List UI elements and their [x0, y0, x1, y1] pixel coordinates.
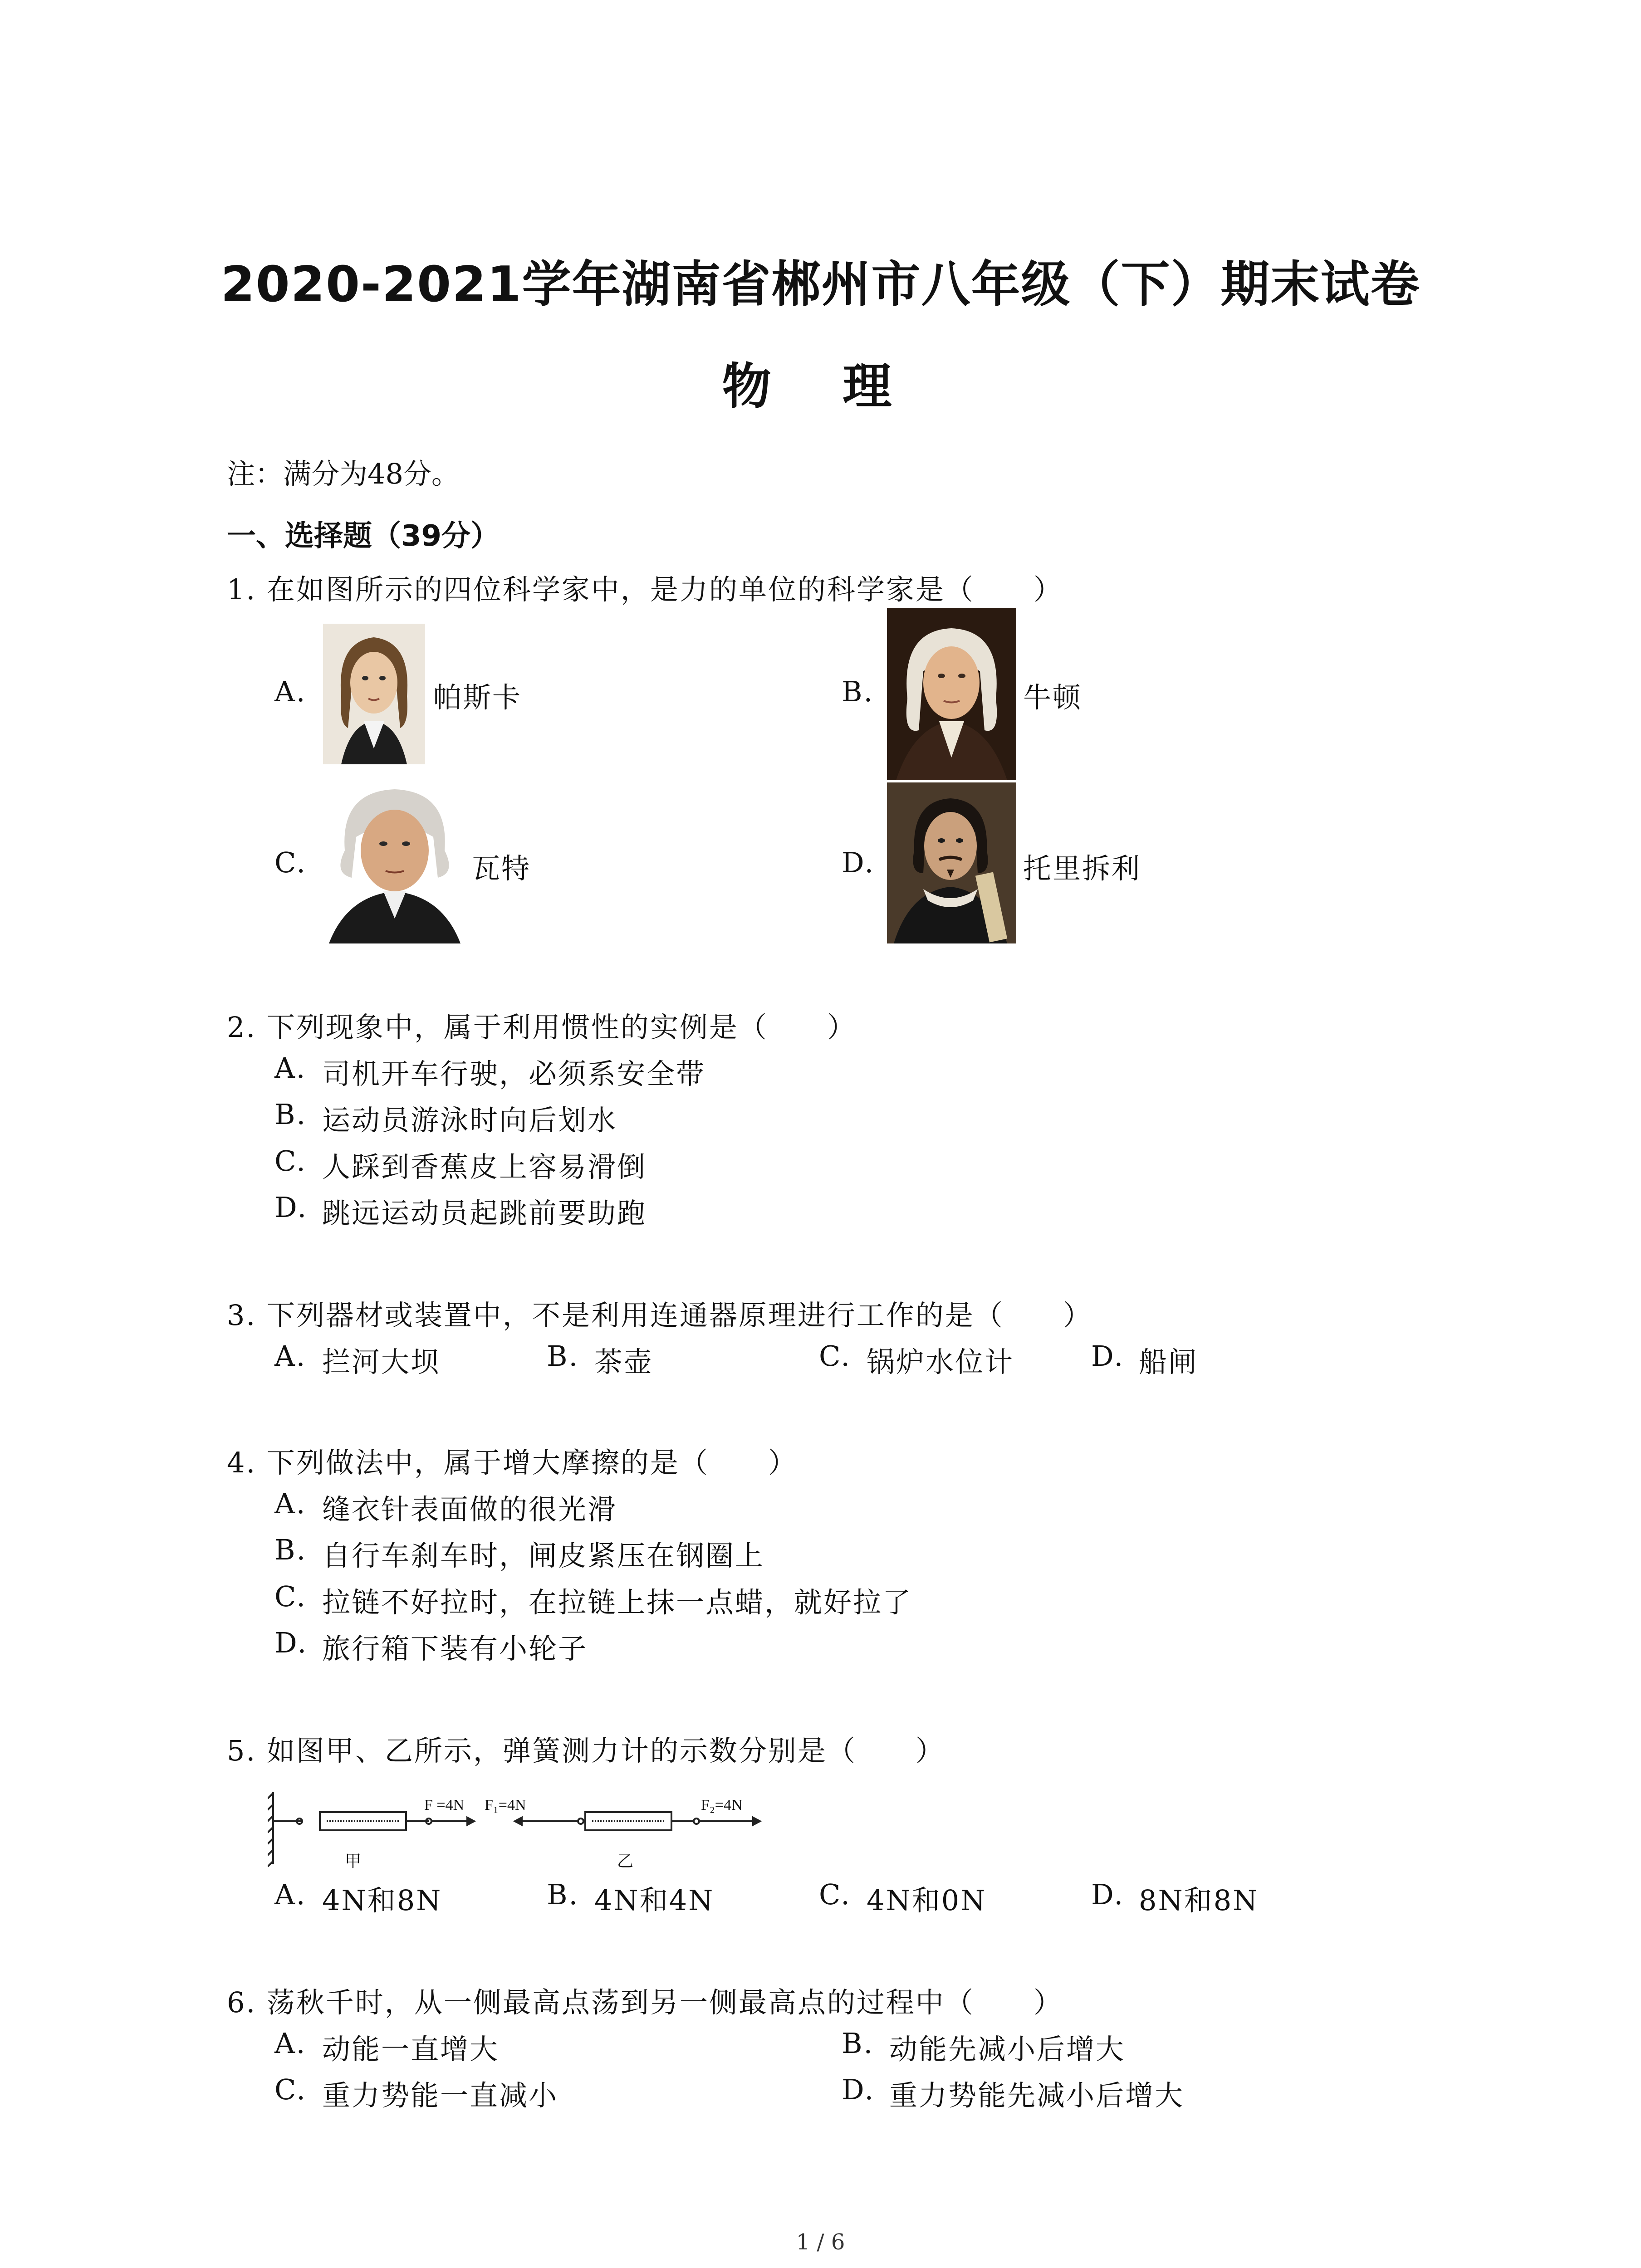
q6-option-c-letter: C. [274, 2073, 307, 2106]
q5-option-a-text: 4N和8N [322, 1884, 442, 1917]
score-note: 注：满分为48分。 [227, 457, 460, 490]
q3-option-a-text: 拦河大坝 [322, 1345, 441, 1378]
q4-option-d-text: 旅行箱下装有小轮子 [322, 1632, 588, 1665]
q6-option-d-letter: D. [842, 2073, 875, 2106]
q3-option-b-letter: B. [547, 1339, 579, 1373]
q4-option-a-letter: A. [274, 1487, 307, 1520]
yi-f2-label: F₂=4N [701, 1797, 743, 1813]
q5-option-a-letter: A. [274, 1878, 307, 1911]
question-2-stem: 2. 下列现象中，属于利用惯性的实例是（ ） [227, 1011, 857, 1044]
q4-option-d-letter: D. [274, 1626, 308, 1659]
q3-option-c-text: 锅炉水位计 [867, 1345, 1014, 1378]
page-number: 1 / 6 [796, 2229, 845, 2255]
figure-yi [515, 1812, 760, 1830]
spring-scale-figure [268, 1785, 776, 1876]
q2-option-a-text: 司机开车行驶，必须系安全带 [322, 1057, 706, 1090]
q1-option-d-letter: D. [842, 846, 875, 879]
q2-option-c-letter: C. [274, 1144, 307, 1178]
q3-option-a-letter: A. [274, 1339, 307, 1373]
newton-portrait-icon [887, 608, 1016, 780]
q6-option-c-text: 重力势能一直减小 [322, 2079, 558, 2112]
q1-option-a-text: 帕斯卡 [433, 681, 522, 714]
q4-option-a-text: 缝衣针表面做的很光滑 [322, 1493, 617, 1526]
q2-option-d-text: 跳远运动员起跳前要助跑 [322, 1197, 647, 1230]
q4-option-b-letter: B. [274, 1533, 307, 1566]
q6-option-b-text: 动能先减小后增大 [889, 2033, 1126, 2066]
q1-option-b-text: 牛顿 [1023, 681, 1083, 714]
q6-option-d-text: 重力势能先减小后增大 [889, 2079, 1185, 2112]
q2-option-d-letter: D. [274, 1191, 308, 1224]
q2-option-b-text: 运动员游泳时向后划水 [322, 1104, 617, 1137]
torricelli-portrait-icon [887, 782, 1016, 943]
q5-option-d-letter: D. [1091, 1878, 1125, 1911]
jia-force-label: F =4N [424, 1797, 465, 1813]
q2-option-b-letter: B. [274, 1098, 307, 1131]
q3-option-b-text: 茶壶 [594, 1345, 654, 1378]
q5-option-c-text: 4N和0N [867, 1884, 987, 1917]
yi-f1-label: F₁=4N [485, 1797, 526, 1813]
question-6-stem: 6. 荡秋千时，从一侧最高点荡到另一侧最高点的过程中（ ） [227, 1986, 1063, 2019]
q6-option-b-letter: B. [842, 2027, 874, 2060]
q1-option-c-text: 瓦特 [472, 852, 531, 885]
q2-option-c-text: 人踩到香蕉皮上容易滑倒 [322, 1150, 647, 1183]
question-5-stem: 5. 如图甲、乙所示，弹簧测力计的示数分别是（ ） [227, 1734, 945, 1767]
question-3-stem: 3. 下列器材或装置中，不是利用连通器原理进行工作的是（ ） [227, 1299, 1092, 1332]
q4-option-c-text: 拉链不好拉时，在拉链上抹一点蜡，就好拉了 [322, 1586, 912, 1619]
q1-option-a-letter: A. [274, 675, 307, 708]
pascal-portrait-icon [323, 624, 425, 764]
q5-option-b-text: 4N和4N [594, 1884, 715, 1917]
q5-option-b-letter: B. [547, 1878, 579, 1911]
question-4-stem: 4. 下列做法中，属于增大摩擦的是（ ） [227, 1446, 798, 1479]
q5-option-d-text: 8N和8N [1139, 1884, 1259, 1917]
yi-label: 乙 [617, 1852, 634, 1871]
q4-option-b-text: 自行车刹车时，闸皮紧压在钢圈上 [322, 1539, 765, 1572]
q6-option-a-letter: A. [274, 2027, 307, 2060]
q1-option-c-letter: C. [274, 846, 307, 879]
q2-option-a-letter: A. [274, 1051, 307, 1085]
question-1-stem: 1. 在如图所示的四位科学家中，是力的单位的科学家是（ ） [227, 573, 1063, 606]
watt-portrait-icon [320, 782, 470, 943]
q3-option-c-letter: C. [819, 1339, 851, 1373]
q5-option-c-letter: C. [819, 1878, 851, 1911]
q1-option-b-letter: B. [842, 675, 874, 708]
subject-title: 物 理 [722, 358, 919, 415]
q3-option-d-text: 船闸 [1139, 1345, 1198, 1378]
section-heading: 一、选择题（39分） [227, 519, 500, 553]
q6-option-a-text: 动能一直增大 [322, 2033, 500, 2066]
q1-option-d-text: 托里拆利 [1023, 852, 1141, 885]
page-title: 2020-2021学年湖南省郴州市八年级（下）期末试卷 [220, 256, 1421, 313]
jia-label: 甲 [345, 1852, 362, 1871]
q4-option-c-letter: C. [274, 1580, 307, 1613]
q3-option-d-letter: D. [1091, 1339, 1125, 1373]
